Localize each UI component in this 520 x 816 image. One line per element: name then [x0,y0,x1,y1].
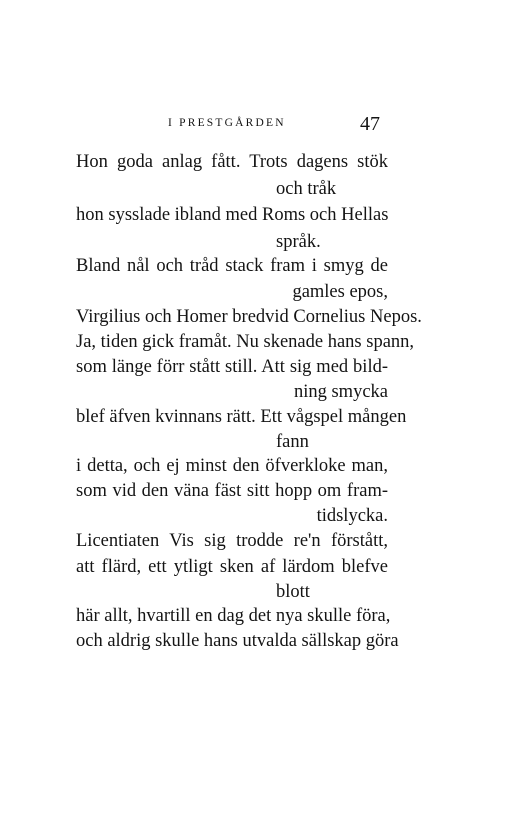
verse-line-continuation: ning smycka [293,382,388,402]
verse-line: Hon goda anlag fått. Trots dagens stök [76,152,388,172]
verse-line: hon sysslade ibland med Roms och Hellas [76,205,389,225]
verse-line: Licentiaten Vis sig trodde re'n förstått, [76,531,388,551]
verse-line: Bland nål och tråd stack fram i smyg de [76,256,388,276]
page-number: 47 [360,113,380,135]
verse-line: och aldrig skulle hans utvalda sällskap göra [76,631,399,651]
verse-line: blef äfven kvinnans rätt. Ett vågspel mången [76,407,407,427]
verse-line-continuation: gamles epos, [292,282,388,302]
verse-line: här allt, hvartill en dag det nya skulle föra, [76,606,391,626]
verse-line: att flärd, ett ytligt sken af lärdom blefve [76,557,388,577]
verse-line: Ja, tiden gick framåt. Nu skenade hans spann, [76,332,415,352]
verse-line: Virgilius och Homer bredvid Cornelius Nepos. [76,307,422,327]
verse-line: som vid den väna fäst sitt hopp om fram- [76,481,388,501]
verse-line: i detta, och ej minst den öfverkloke man, [76,456,388,476]
verse-line-continuation: tidslycka. [316,506,388,526]
verse-line-continuation: fann [276,432,309,452]
verse-line: som länge förr stått still. Att sig med bild- [76,357,388,377]
running-title: I PRESTGÅRDEN [168,117,286,129]
verse-line-continuation: blott [276,582,310,602]
verse-line-continuation: och tråk [276,179,337,199]
verse-line-continuation: språk. [276,232,321,252]
